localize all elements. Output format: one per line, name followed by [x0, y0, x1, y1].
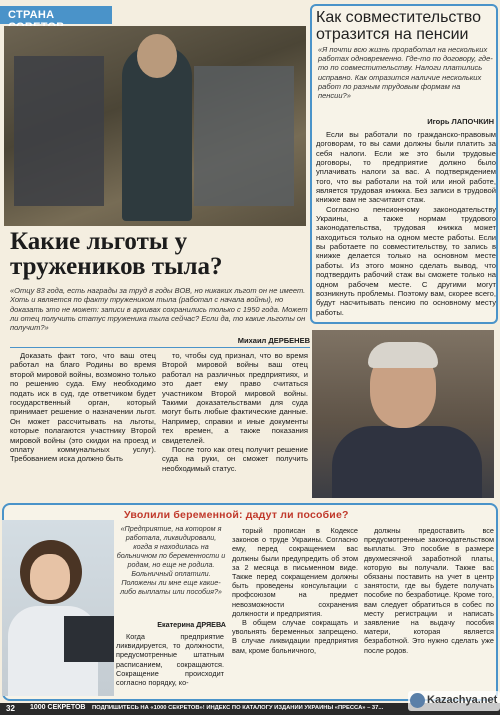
pension-article-title: Как совместительство отразится на пенсии: [316, 9, 481, 43]
pregnancy-paragraph: В общем случае сокращать и увольнять беременных запрещено. В случае ликвидации предприятия вам, кроме больничного,: [232, 618, 358, 655]
watermark-logo-icon: [410, 693, 425, 708]
pregnancy-answer-column-2: [232, 526, 358, 698]
man-hair-shape: [368, 342, 438, 368]
pregnancy-paragraph: Когда предприятие ликвидируется, то должности, предусмотренные штатным расписанием, сокращаются. Сокращение происходит согласно порядку, ко-: [116, 632, 224, 688]
pension-question-author: Игорь ЛАПОЧКИН: [427, 117, 494, 126]
elderly-man-photo: [312, 330, 494, 498]
main-paragraph: Доказать факт того, что ваш отец работал на благо Родины во время второй мировой войны, возможно только по решению суда. Ему необходимо подать иск в суд, где ответчиком будет государственный орган, который принимает решение о назначении льгот. Он может рассчитывать на льготы, которые полагаются участнику Второй мировой войны (это скидки на проезд и оплату коммунальных услуг). Требованием иска должно быть: [10, 351, 156, 464]
pregnancy-reader-question: «Предприятие, на котором я работала, ликвидировали, когда я находилась на больничном по беременности и родам, но еще не родила. Больничный оплатили. Положены ли мне еще какие-либо выплаты или пособия?»: [116, 524, 226, 596]
worker-head-shape: [137, 34, 177, 78]
main-reader-question: «Отцу 83 года, есть награды за труд в годы ВОВ, но никаких льгот он не имеет. Хоть и является по факту тружеником тыла (работал с начала войны), но доказать это не может: записи в архивах сохранились только с 1950 года. Может ли отец получить статус труженика тыла сейчас? Если да, то какие льготы он получит?»: [10, 286, 308, 333]
main-question-author: Михаил ДЕРБЕНЕВ: [237, 336, 310, 345]
woman-face-shape: [30, 554, 70, 600]
pregnancy-paragraph: должны предоставить все предусмотренные законодательством выплаты. Это пособие в размере двухмесячной заработной платы, которую вы получали. Также вас обязаны поставить на учет в центр занятости, где вы будете получать пособие по безработице. Кроме того, вам следует обратиться в собес по месту регистрации и написать заявление на выдачу пособия матери, которая является безработной. Это нужно сделать уже после родов.: [364, 526, 494, 655]
pregnancy-answer-column-1: [116, 632, 224, 698]
pension-paragraph: Если вы работали по гражданско-правовым договорам, то вы сами должны были платить за себя налоги. Если же это были трудовые договоры, то предприятие должно было уплачивать налоги за вас. А подтверждением того, что вы работали на той или иной работе, является трудовая книжка. Без записи в трудовой книжке вам не засчитают стаж.: [316, 130, 496, 205]
tired-woman-photo: [2, 520, 114, 696]
main-answer-column-left: [10, 351, 156, 491]
pension-answer-text: [316, 130, 496, 320]
machine-left-shape: [14, 56, 104, 206]
pregnancy-question-author: Екатерина ДРЯЕВА: [157, 620, 226, 629]
factory-worker-photo: [4, 26, 306, 226]
pregnancy-answer-column-3: [364, 526, 494, 698]
monitor-shape: [64, 616, 114, 662]
watermark-text: Kazachya.net: [427, 694, 498, 706]
man-body-shape: [332, 426, 482, 498]
machine-right-shape: [194, 66, 294, 206]
main-article-title: Какие льготы у тружеников тыла?: [10, 228, 223, 280]
divider: [10, 347, 310, 348]
main-answer-column-right: [162, 351, 308, 491]
main-paragraph: После того как отец получит решение суда на руки, он сможет получить необходимый статус.: [162, 445, 308, 473]
site-watermark: [408, 691, 500, 711]
subscription-ad: ПОДПИШИТЕСЬ НА «1000 СЕКРЕТОВ»! ИНДЕКС ПО КАТАЛОГУ ИЗДАНИЙ УКРАИНЫ «ПРЕССА» – 37...: [92, 705, 384, 711]
page-number: 32: [6, 704, 15, 713]
pregnancy-paragraph: торый прописан в Кодексе законов о труде Украины. Согласно ему, перед сокращением вас должны были предупредить об этом за 2 месяца в письменном виде. Также перед сокращением должны быть проведены консультации с профсоюзом на предмет невозможности сохранения должности и предприятия.: [232, 526, 358, 618]
section-tag: СТРАНА: [0, 6, 112, 24]
pension-reader-question: «Я почти всю жизнь проработал на нескольких работах одновременно. Где-то по договору, где-то по совместительству. Налоги платились исправно. Как отразится наличие нескольких работ по разным трудовым формам на пенсии?»: [318, 45, 493, 101]
magazine-brand: 1000 СЕКРЕТОВ: [30, 704, 86, 711]
pregnancy-article-title: Уволили беременной: дадут ли пособие?: [124, 509, 349, 521]
pension-paragraph: Согласно пенсионному законодательству Украины, а также нормам трудового законодательства, трудовая книжка может находиться только на одном месте работы. Если вы работаете по совместительству, то запись в книжке делается только на основном месте работы. Из этого можно сделать вывод, что подтвердить рабочий стаж вы сможете только на одном рабочем месте. С другими могут возникнуть проблемы. Поэтому вам, скорее всего, будут насчитывать пенсию по основному месту работы.: [316, 204, 496, 317]
main-paragraph: то, чтобы суд признал, что во время Второй мировой войны ваш отец работал на различных предприятиях, и это дает ему право считаться участником Второй мировой войны. Такими доказательствами для суда могут быть любые фактические данные. Например, справки и иные документы тех времен, а также показания свидетелей.: [162, 351, 308, 445]
